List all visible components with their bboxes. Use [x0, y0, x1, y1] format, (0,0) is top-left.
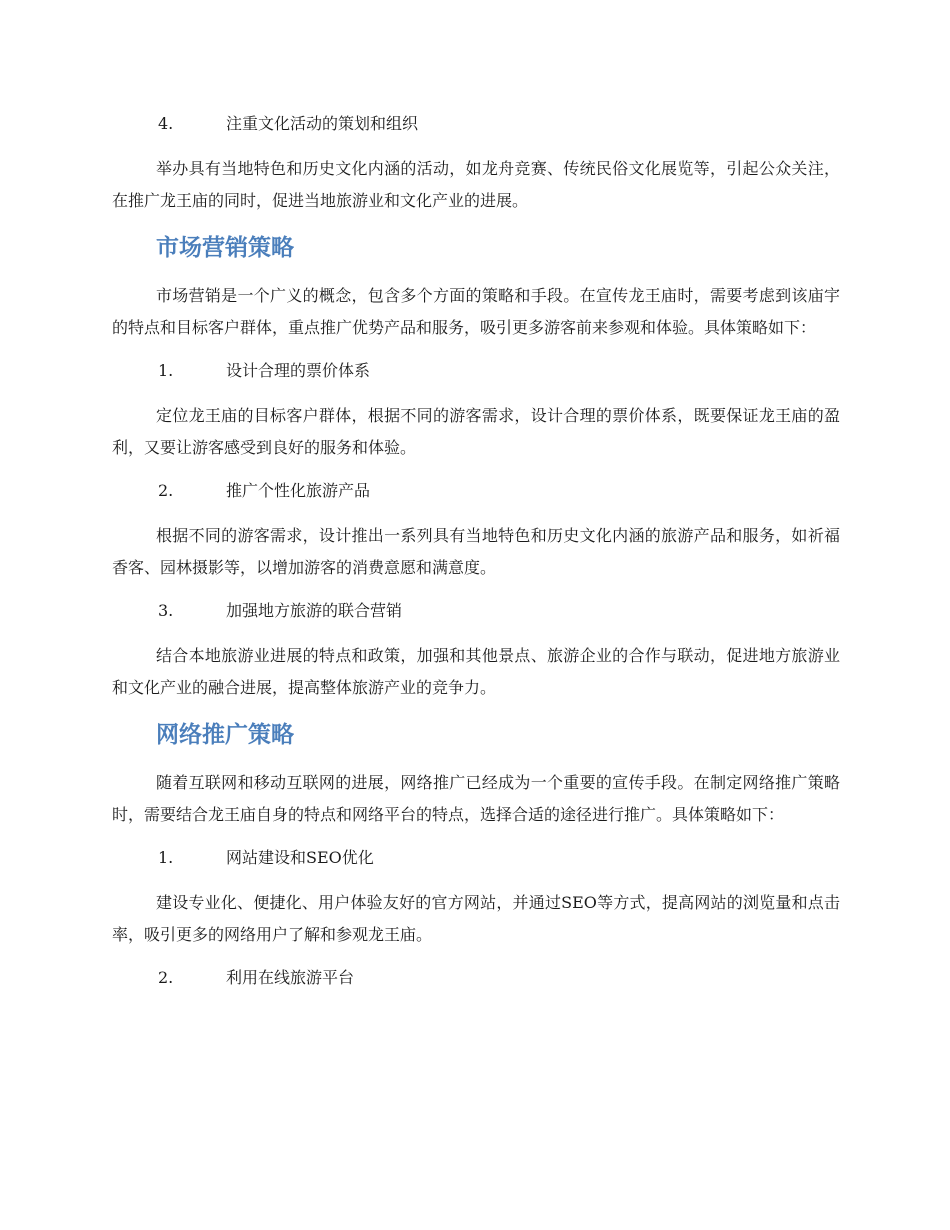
paragraph: 举办具有当地特色和历史文化内涵的活动，如龙舟竞赛、传统民俗文化展览等，引起公众关注，在推广龙王庙的同时，促进当地旅游业和文化产业的进展。	[112, 159, 840, 210]
list-number: 1.	[158, 848, 174, 867]
list-item-text: 注重文化活动的策划和组织	[226, 114, 419, 133]
list-item	[112, 108, 840, 140]
paragraph: 建设专业化、便捷化、用户体验友好的官方网站，并通过SEO等方式，提高网站的浏览量和点击率，吸引更多的网络用户了解和参观龙王庙。	[112, 893, 840, 944]
list-item-text: 加强地方旅游的联合营销	[226, 601, 403, 620]
list-item	[112, 355, 840, 387]
paragraph: 结合本地旅游业进展的特点和政策，加强和其他景点、旅游企业的合作与联动，促进地方旅游业和文化产业的融合进展，提高整体旅游产业的竞争力。	[112, 646, 840, 697]
list-number: 3.	[158, 601, 174, 620]
list-item-text: 网站建设和SEO优化	[226, 848, 374, 867]
list-item-text: 设计合理的票价体系	[226, 361, 371, 380]
list-item	[112, 595, 840, 627]
section-heading: 网络推广策略	[156, 722, 294, 748]
list-item	[112, 962, 840, 994]
list-item	[112, 475, 840, 507]
document-body	[112, 108, 840, 1007]
paragraph: 随着互联网和移动互联网的进展，网络推广已经成为一个重要的宣传手段。在制定网络推广策略时，需要结合龙王庙自身的特点和网络平台的特点，选择合适的途径进行推广。具体策略如下：	[112, 773, 840, 824]
list-number: 2.	[158, 968, 174, 987]
section-heading: 市场营销策略	[156, 235, 294, 261]
list-item-text: 推广个性化旅游产品	[226, 481, 371, 500]
list-number: 1.	[158, 361, 174, 380]
paragraph: 定位龙王庙的目标客户群体，根据不同的游客需求，设计合理的票价体系，既要保证龙王庙的盈利，又要让游客感受到良好的服务和体验。	[112, 406, 840, 457]
list-item	[112, 842, 840, 874]
list-number: 4.	[158, 114, 174, 133]
paragraph: 根据不同的游客需求，设计推出一系列具有当地特色和历史文化内涵的旅游产品和服务，如祈福香客、园林摄影等，以增加游客的消费意愿和满意度。	[112, 526, 840, 577]
paragraph: 市场营销是一个广义的概念，包含多个方面的策略和手段。在宣传龙王庙时，需要考虑到该庙宇的特点和目标客户群体，重点推广优势产品和服务，吸引更多游客前来参观和体验。具体策略如下：	[112, 286, 840, 337]
list-item-text: 利用在线旅游平台	[226, 968, 355, 987]
list-number: 2.	[158, 481, 174, 500]
